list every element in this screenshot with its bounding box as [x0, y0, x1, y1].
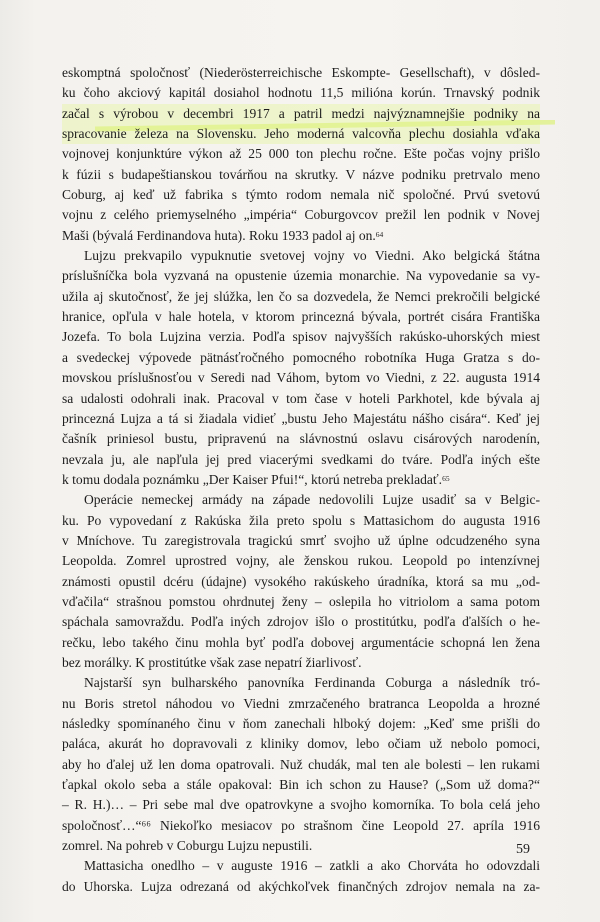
footnote-ref: 64: [375, 229, 384, 239]
text-line: do Uhorska. Lujza odrezaná od akýchkoľvek finančných zdrojov nemala na za-: [62, 878, 540, 894]
paragraph-5: [62, 856, 540, 897]
text-line: užila aj skutočnosť, že jej slúžka, len čo sa dozvedela, že Nemci prekročili belgické: [62, 288, 540, 304]
text-line: spoločnosť…“⁶⁶ Niekoľko mesiacov po strašnom čine Leopold 27. apríla 1916: [62, 817, 540, 833]
text-line: vojnovej konjunktúre výkon až 25 000 ton plechu ročne. Ešte počas vojny prišlo: [62, 146, 540, 162]
text-line: ťapkal okolo seba a stále opakoval: Bin ich schon zu Hause? („Som už doma?“: [62, 777, 540, 793]
text-line: paláca, akurát ho dopravovali z kliniky domov, lebo očiam už nebolo pomoci,: [62, 736, 540, 752]
paragraph-1: [62, 63, 540, 246]
text-line: známosti opustil dcéru (údajne) vysokého rakúskeho úradníka, ktorá sa mu „od-: [62, 573, 540, 589]
paragraph-3: [62, 490, 540, 673]
text-line: a svedeckej výpovede pätnásťročného pomocného robotníka Huga Gratza s do-: [62, 349, 540, 365]
text-line: príslušníčka bola vyzvaná na opustenie územia monarchie. Na vypovedanie sa vy-: [62, 268, 540, 284]
text-line: vojnu z celého priemyselného „impéria“ Coburgovcov prežil len podnik v Novej: [62, 207, 540, 223]
text-line: čašník priniesol bustu, pripravenú na slávnostnú oslavu cisárových narodenín,: [62, 431, 540, 447]
text-line: sa udalosti odohrali inak. Pracoval v tom čase v hoteli Parkhotel, kde bývala aj: [62, 390, 540, 406]
text-line: nu Boris stretol náhodou vo Viedni zmrzačeného bratranca Leopolda a hrozné: [62, 695, 540, 711]
text-line: v Mníchove. Tu zaregistrovala tragickú smrť svojho už úplne odcudzeného syna: [62, 532, 540, 548]
text-line: Leopolda. Zomrel uprostred vojny, ale ženskou rukou. Leopold po intenzívnej: [62, 553, 540, 569]
body-text: [62, 63, 540, 897]
text-line: nevzala ju, ale napľula jej pred viacerými svedkami do tváre. Podľa iných ešte: [62, 451, 540, 467]
text-line: rečku, lebo takého činu mohla byť podľa dobovej argumentácie schopná len žena: [62, 634, 540, 650]
text-line: aby ho ďalej už len doma opatrovali. Nuž chudák, mal ten ale bolesti – len rukami: [62, 756, 540, 772]
text-line: k tomu dodala poznámku „Der Kaiser Pfui!“, ktorú netreba prekladať.$^{65}$: [62, 471, 450, 487]
text-line: zomrel. Na pohreb v Coburgu Lujzu nepustili.: [62, 838, 313, 854]
text-line: k fúzii s budapeštianskou továrňou na skrutky. V názve podniku pretrvalo meno: [62, 166, 540, 182]
text-line: následky spomínaného činu v ňom zanechali hlboký dojem: „Keď sme prišli do: [62, 716, 540, 731]
paragraph-2: [62, 246, 540, 490]
text-line-highlighted: spracovanie železa na Slovensku. Jeho moderná valcovňa plechu dosiahla vďaka: [62, 124, 540, 144]
text-line: ku. Po vypovedaní z Rakúska žila preto spolu s Mattasichom do augusta 1916: [62, 512, 540, 528]
text-line: movskou príslušnosťou v Seredi nad Váhom, bytom vo Viedni, z 22. augusta 1914: [62, 370, 540, 386]
text-line: spáchala samovraždu. Podľa iných zdrojov išlo o prostitútku, podľa ďalších o he-: [62, 614, 540, 630]
footnote-ref: 65: [442, 473, 450, 483]
text-line: Mattasicha onedlho – v auguste 1916 – zatkli a ako Chorváta ho odovzdali: [84, 858, 540, 874]
page-number: 59: [516, 842, 530, 857]
text-line: hranice, opľula v hale hotela, v ktorom princezná bývala, portrét cisára Františka: [62, 309, 540, 325]
text-line: Maši (bývalá Ferdinandova huta). Roku 1933 padol aj on.$^{64}$: [62, 227, 384, 243]
text-line: Jozefa. To bola Lujzina verzia. Podľa spisov najvyšších rakúsko-uhorských miest: [62, 329, 540, 345]
text-line: – R. H.)… – Pri sebe mal dve opatrovkyne a svojho komorníka. To bola celá jeho: [62, 797, 540, 813]
text-line: Lujzu prekvapilo vypuknutie svetovej vojny vo Viedni. Ako belgická štátna: [84, 248, 540, 264]
text-line: bez morálky. K prostitútke však zase nepatrí žiarlivosť.: [62, 654, 362, 670]
text-line-highlighted: začal s výrobou v decembri 1917 a patril medzi najvýznamnejšie podniky na: [62, 104, 540, 124]
text-line: princezná Lujza a tá si žiadala vidieť „bustu Jeho Majestátu nášho cisára“. Keď jej: [62, 410, 540, 426]
paragraph-4: [62, 673, 540, 856]
text-line: Operácie nemeckej armády na západe nedovolili Lujze usadiť sa v Belgic-: [84, 492, 540, 508]
text-line: Najstarší syn bulharského panovníka Ferdinanda Coburga a následník tró-: [84, 675, 540, 691]
text-line: vďačila“ strašnou pomstou ohrdnutej ženy – oslepila ho vitriolom a sama potom: [62, 593, 540, 609]
text-line: Coburg, aj keď už fabrika s týmto rodom nemala nič spoločné. Prvú svetovú: [62, 187, 540, 203]
text-line: ku čoho akciový kapitál dosiahol hodnotu 11,5 milióna korún. Trnavský podnik: [62, 85, 540, 101]
text-line: eskomptná spoločnosť (Niederösterreichische Eskompte- Gesellschaft), v dôsled-: [62, 65, 540, 80]
